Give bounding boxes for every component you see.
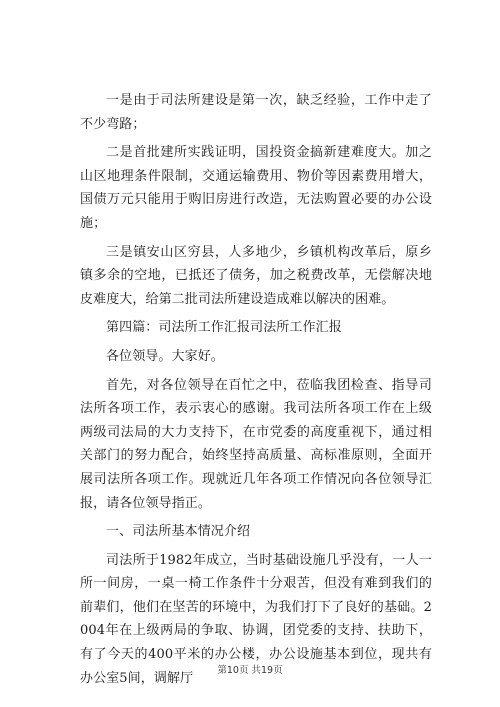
subheading-basic-info: 一、司法所基本情况介绍 (106, 524, 251, 540)
paragraph-3: 三是镇安山区穷县，人多地少，乡镇机构改革后，原乡镇多余的空地，已抵还了债务，加之税费改革，无偿解决地皮难度大，给第二批司法所建设造成难以解决的困难。 (80, 244, 432, 307)
paragraph-intro: 首先，对各位领导在百忙之中，莅临我团检查、指导司法所各项工作，表示衷心的感谢。我司法所各项工作在上级两级司法局的大力支持下，在市党委的高度重视下，通过相关部门的努力配合，始终坚持高质量、高标准原则，全面开展司法所各项工作。现就近几年各项工作情况向各位领导汇报，请各位领导指正。 (80, 377, 432, 511)
section-heading-4: 第四篇：司法所工作汇报司法所工作汇报 (106, 320, 342, 336)
paragraph-2: 二是首批建所实践证明，国投资金搞新建难度大。加之山区地理条件限制，交通运输费用、物价等因素费用增大，国债万元只能用于购旧房进行改造，无法购置必要的办公设施； (80, 145, 432, 231)
page-footer: 第10页 共19页 (217, 665, 283, 676)
paragraph-1: 一是由于司法所建设是第一次，缺乏经验，工作中走了不少弯路； (80, 93, 432, 132)
document-body (80, 89, 432, 695)
paragraph-history: 司法所于1982年成立，当时基础设施几乎没有，一人一所一间房，一桌一椅工作条件十分艰苦，但没有难到我们的前辈们，他们在坚苦的环境中，为我们打下了良好的基础。2004年在上级两局的争取、协调，团党委的支持、扶助下，有了今天的400平米的办公楼，办公设施基本到位，现共有办公室5间，调解厅 (80, 552, 432, 686)
greeting: 各位领导。大家好。 (106, 348, 224, 364)
